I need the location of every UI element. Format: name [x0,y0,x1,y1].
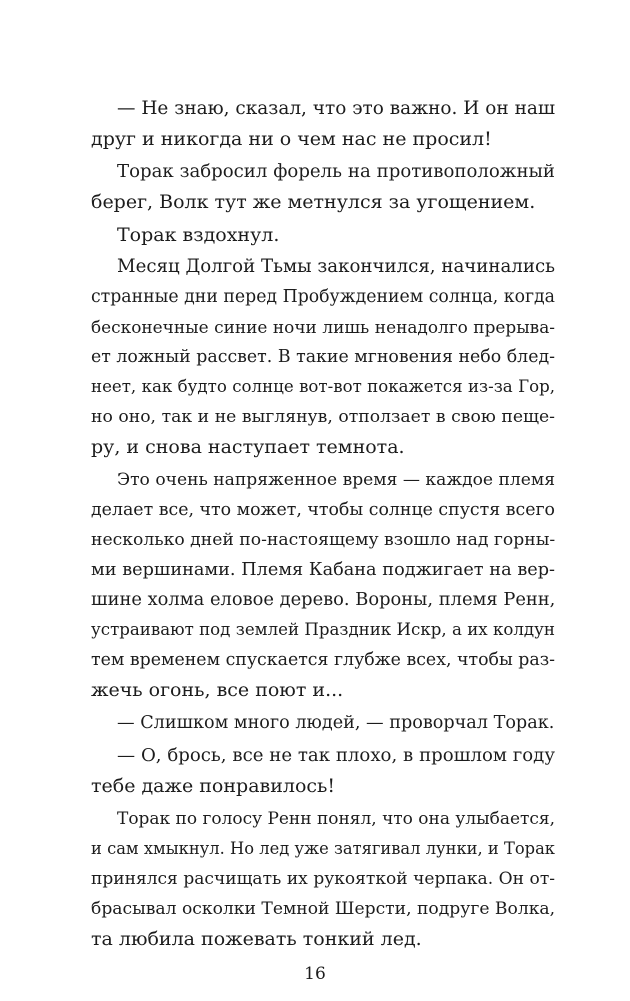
text-line: Это очень напряженное время — каждое племя [117,470,555,490]
text-line: берег, Волк тут же метнулся за угощением. [91,191,536,213]
text-line: шине холма еловое дерево. Вороны, племя Ренн, [91,589,555,610]
text-line: тем временем спускается глубже всех, чтобы раз- [91,650,555,670]
text-line: друг и никогда ни о чем нас не просил! [91,128,492,150]
text-line: странные дни перед Пробуждением солнца, когда [91,287,555,307]
text-line: Торак забросил форель на противоположный [117,161,555,182]
text-line: Месяц Долгой Тьмы закончился, начинались [117,256,555,277]
text-line: ру, и снова наступает темнота. [91,436,405,458]
text-line: жечь огонь, все поют и... [91,679,344,701]
text-line: принялся расчищать их рукояткой черпака. Он от- [91,869,555,889]
text-line: та любила пожевать тонкий лед. [91,928,422,950]
text-line: Торак вздохнул. [117,224,280,246]
text-line: ми вершинами. Племя Кабана поджигает на вер- [91,560,555,580]
text-line: устраивают под землей Праздник Искр, а их колдун [91,620,555,639]
text-line: несколько дней по-настоящему взошло над горны- [91,530,555,550]
page-number: 16 [304,964,326,984]
text-line: бесконечные синие ночи лишь ненадолго прерыва- [91,317,555,337]
text-line: неет, как будто солнце вот-вот покажется из-за Гор, [91,377,555,396]
text-line: делает все, что может, чтобы солнце спустя всего [91,500,555,520]
text-line: — Слишком много людей, — проворчал Торак. [117,713,555,733]
text-line: — О, брось, все не так плохо, в прошлом году [117,745,555,766]
text-line: ет ложный рассвет. В такие мгновения небо блед- [91,347,555,367]
text-line: брасывал осколки Темной Шерсти, подруге Волка, [91,899,555,919]
text-line: но оно, так и не выглянув, отползает в свою пеще- [91,407,555,427]
text-line: Торак по голосу Ренн понял, что она улыбается, [117,809,555,829]
text-line: тебе даже понравилось! [91,775,336,797]
text-line: и сам хмыкнул. Но лед уже затягивал лунки, и Торак [91,839,555,858]
text-line: — Не знаю, сказал, что это важно. И он наш [117,98,555,119]
